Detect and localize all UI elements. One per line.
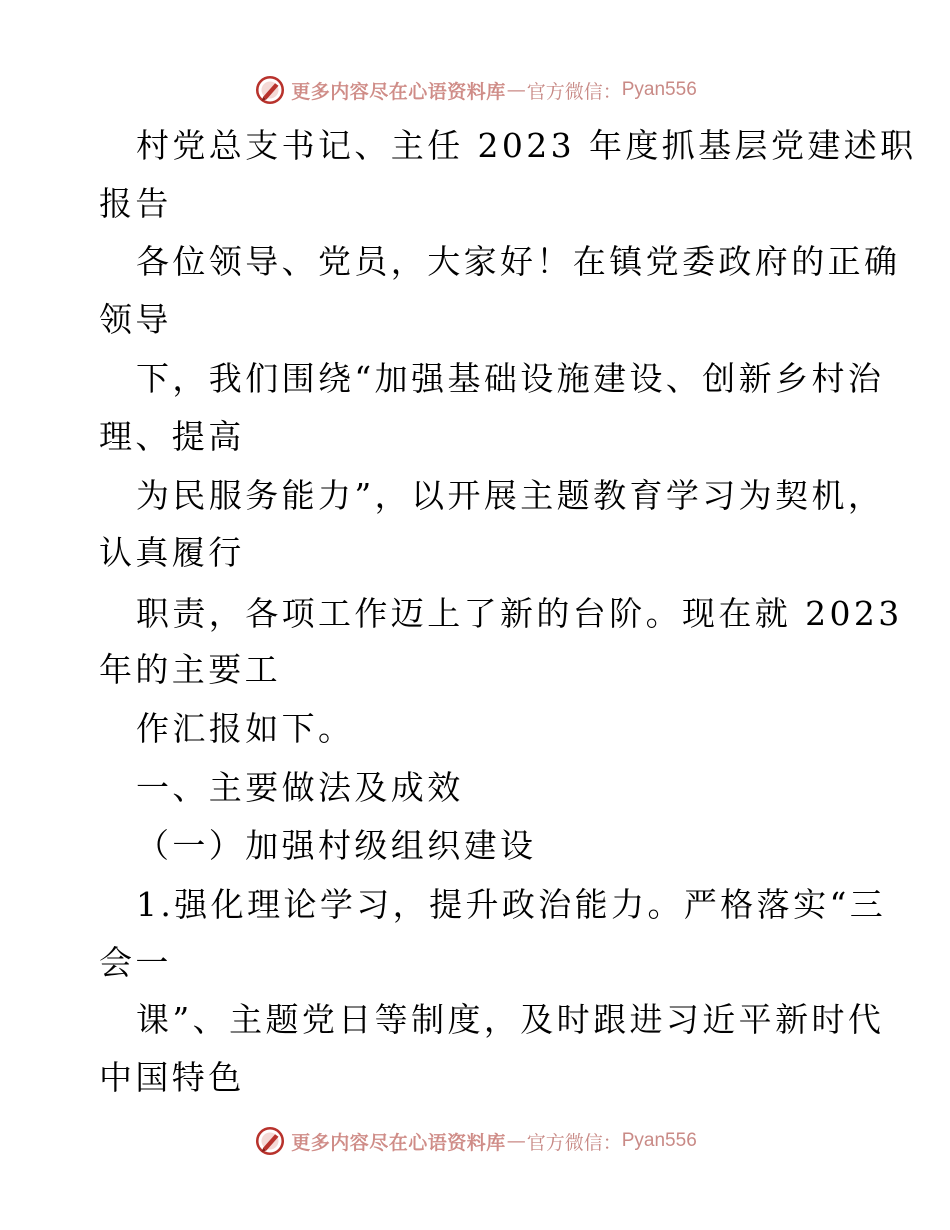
watermark-brand-text: 更多内容尽在心语资料库 — [291, 1131, 506, 1154]
watermark-wechat-id: Pyan556 — [621, 79, 697, 100]
watermark-brand-text: 更多内容尽在心语资料库 — [291, 80, 506, 103]
footer-watermark — [0, 1121, 950, 1161]
text-line: 职责，各项工作迈上了新的台阶。现在就 2023 — [136, 594, 903, 633]
header-watermark — [0, 70, 950, 110]
subsection-heading: （一）加强村级组织建设 — [136, 826, 537, 865]
text-line: 课”、主题党日等制度，及时跟进习近平新时代 — [136, 1000, 885, 1039]
text-line: 为民服务能力”，以开展主题教育学习为契机， — [136, 476, 885, 515]
text-line: 认真履行 — [99, 533, 245, 572]
text-line: 会一 — [99, 943, 172, 982]
text-line: 中国特色 — [99, 1058, 245, 1097]
text-line: 领导 — [99, 300, 172, 339]
pen-nib-seal-icon — [253, 73, 287, 107]
text-line: 1.强化理论学习，提升政治能力。严格落实“三 — [136, 885, 887, 924]
watermark-official-label: 官方微信： — [526, 80, 622, 103]
watermark-dash: — — [506, 1130, 526, 1152]
text-line: 下，我们围绕“加强基础设施建设、创新乡村治 — [136, 359, 885, 398]
watermark-official-label: 官方微信： — [526, 1131, 622, 1154]
text-line: 理、提高 — [99, 417, 245, 456]
pen-nib-seal-icon — [253, 1124, 287, 1158]
title-line: 村党总支书记、主任 2023 年度抓基层党建述职 — [136, 126, 917, 165]
watermark-wechat-id: Pyan556 — [621, 1130, 697, 1151]
text-line: 作汇报如下。 — [136, 709, 355, 748]
title-line-continuation: 报告 — [99, 184, 172, 223]
text-line: 各位领导、党员，大家好！在镇党委政府的正确 — [136, 242, 901, 281]
watermark-dash: — — [506, 79, 526, 101]
text-line: 年的主要工 — [99, 650, 281, 689]
section-heading: 一、主要做法及成效 — [136, 768, 464, 807]
